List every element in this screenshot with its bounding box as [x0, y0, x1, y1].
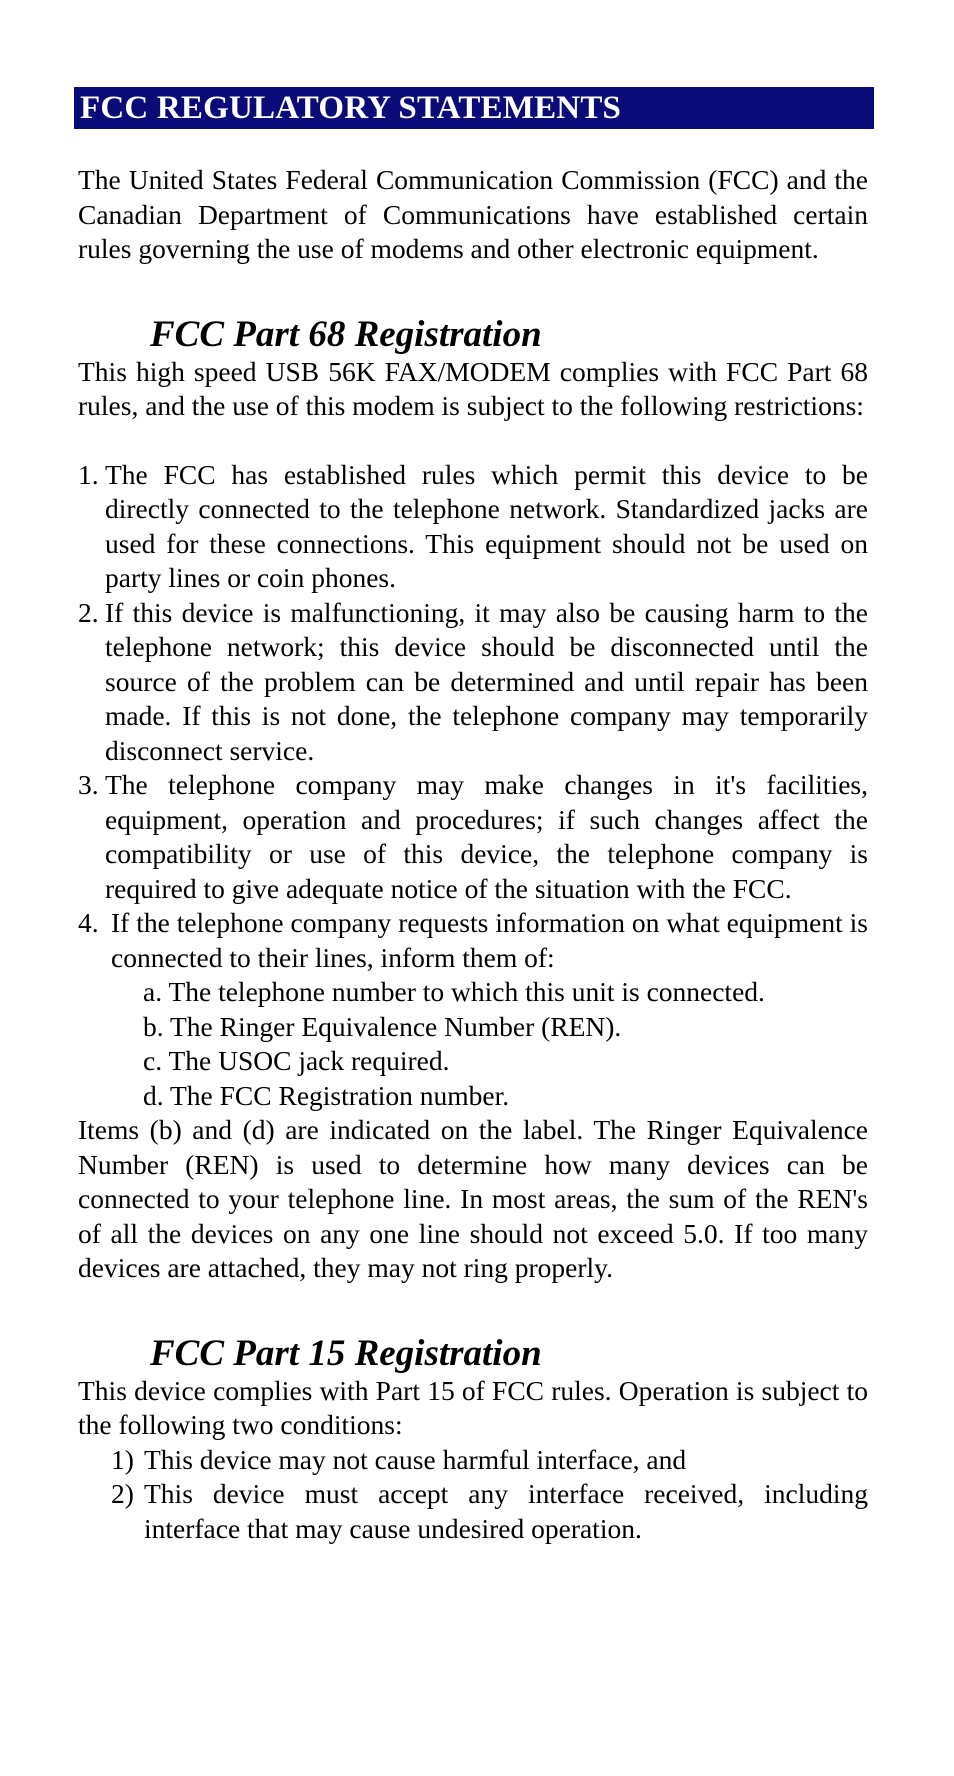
- list-item-number: 2.: [78, 596, 99, 628]
- sub-list-item: a. The telephone number to which this unit is connected.: [143, 976, 765, 1007]
- part15-heading: FCC Part 15 Registration: [150, 1332, 542, 1374]
- document-body: [78, 163, 868, 1546]
- list-item-number: 3.: [78, 769, 99, 800]
- list-item-number: 2): [111, 1478, 134, 1509]
- intro-paragraph: The United States Federal Communication Commission (FCC) and the Canadian Department of Communications have established certain rules governing the use of modems and other electronic equipment.: [78, 164, 868, 264]
- list-item-text: The FCC has established rules which permit this device to be directly connected to the telephone network. Standardized jacks are used for these connections. This equipment should not be used on party lines or coin phones.: [105, 458, 868, 593]
- list-item-number: 1): [111, 1443, 134, 1475]
- list-item: [111, 1443, 868, 1478]
- part15-intro: This device complies with Part 15 of FCC rules. Operation is subject to the following two conditions:: [78, 1374, 868, 1440]
- list-item-text: If this device is malfunctioning, it may also be causing harm to the telephone network; this device should be disconnected until the source of the problem can be determined and until repair has been made. If this is not done, the telephone company may temporarily disconnect service.: [105, 596, 868, 766]
- part68-intro: This high speed USB 56K FAX/MODEM complies with FCC Part 68 rules, and the use of this modem is subject to the following restrictions:: [78, 355, 868, 421]
- page-title: FCC REGULATORY STATEMENTS: [80, 90, 622, 126]
- sub-list-item: c. The USOC jack required.: [143, 1045, 450, 1076]
- list-item-number: 1.: [78, 458, 99, 490]
- list-item-text: This device must accept any interface received, including interface that may cause undesired operation.: [144, 1478, 868, 1544]
- info-sublist: [78, 975, 868, 1113]
- part15-conditions-list: [78, 1443, 868, 1547]
- part68-restrictions-list: [78, 458, 868, 976]
- list-item-text: The telephone company may make changes in it's facilities, equipment, operation and procedures; if such changes affect the compatibility or use of this device, the telephone company is required to give adequate notice of the situation with the FCC.: [105, 769, 868, 904]
- list-item: [78, 906, 868, 975]
- list-item-text: If the telephone company requests information on what equipment is connected to their lines, inform them of:: [111, 907, 868, 973]
- title-banner: [74, 87, 874, 129]
- list-item: [78, 458, 868, 596]
- list-item-text: This device may not cause harmful interface, and: [144, 1443, 687, 1475]
- sub-list-item: b. The Ringer Equivalence Number (REN).: [143, 1010, 622, 1042]
- list-item-number: 4.: [78, 907, 99, 938]
- part68-heading: FCC Part 68 Registration: [150, 313, 542, 355]
- list-item: [78, 596, 868, 769]
- sub-list-item: d. The FCC Registration number.: [143, 1079, 510, 1111]
- list-item: [111, 1477, 868, 1546]
- ren-note-paragraph: Items (b) and (d) are indicated on the label. The Ringer Equivalence Number (REN) is used to determine how many devices can be connected to your telephone line. In most areas, the sum of the REN's of all the devices on any one line should not exceed 5.0. If too many devices are attached, they may not ring properly.: [78, 1114, 868, 1283]
- list-item: [78, 768, 868, 906]
